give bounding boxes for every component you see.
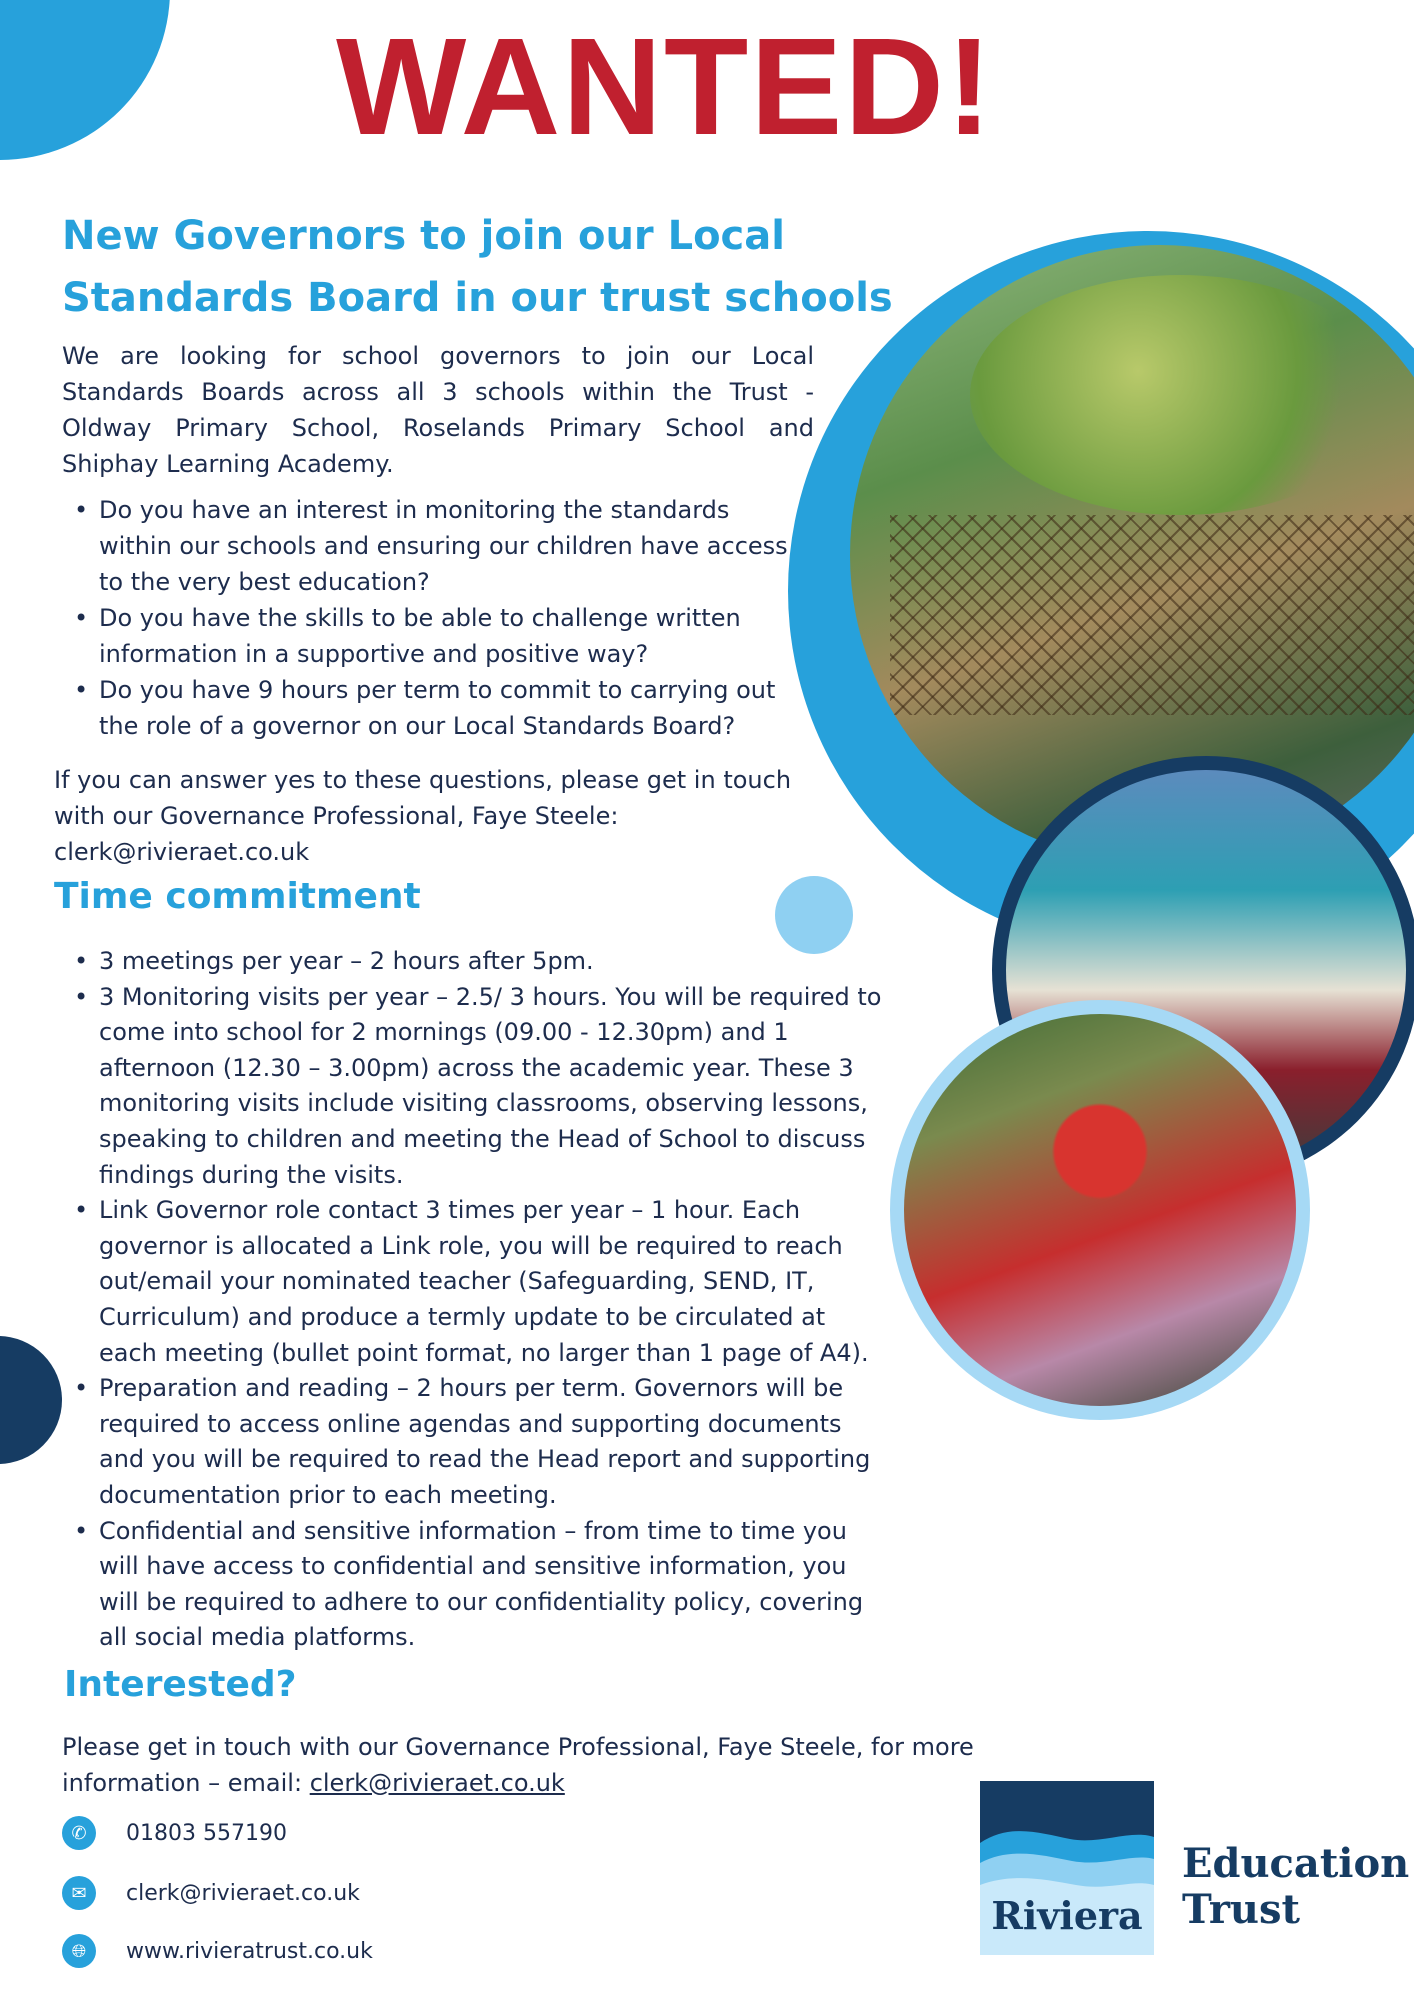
logo-riviera-text: Riviera — [991, 1893, 1143, 1938]
logo-mark — [980, 1781, 1154, 1955]
contact-website-row — [62, 1934, 373, 1968]
decorative-navy-circle — [0, 1336, 62, 1464]
photo-rope-net — [890, 515, 1414, 715]
if-yes-paragraph: If you can answer yes to these questions, please get in touch with our Governance Professional, Faye Steele: clerk@rivieraet.co.uk — [54, 766, 792, 866]
list-item: • 3 Monitoring visits per year – 2.5/ 3 hours. You will be required to come into school for 2 mornings (09.00 - 12.30pm) and 1 afternoon (12.30 – 3.00pm) across the academic year. These 3 monitoring visits include visiting classrooms, observing lessons, speaking to children and meeting the Head of School to discuss findings during the visits. — [62, 980, 882, 1194]
photo-foliage — [970, 275, 1390, 515]
list-item: • Do you have 9 hours per term to commit to carrying out the role of a governor on our Local Standards Board? — [62, 672, 792, 744]
headline-line-1: New Governors to join our Local — [62, 213, 785, 259]
headline — [62, 205, 902, 329]
email-link[interactable]: clerk@rivieraet.co.uk — [309, 1769, 565, 1797]
page-title: WANTED! — [336, 10, 994, 164]
photo-children-nature — [904, 1014, 1296, 1406]
globe-icon: 🌐︎ — [62, 1934, 96, 1968]
list-item: • Do you have the skills to be able to challenge written information in a supportive and positive way? — [62, 600, 792, 672]
logo-line-2: Trust — [1182, 1886, 1301, 1933]
list-item: • Preparation and reading – 2 hours per term. Governors will be required to access online agendas and supporting documents and you will be required to read the Head report and supporting documentation prior to each meeting. — [62, 1371, 882, 1513]
questions-list — [62, 492, 792, 744]
time-commitment-list — [62, 944, 882, 1656]
intro-paragraph: We are looking for school governors to join our Local Standards Boards across all 3 schools within the Trust - Oldway Primary School, Roselands Primary School and Shiphay Learning Academy. — [62, 342, 814, 478]
list-item: • 3 meetings per year – 2 hours after 5pm. — [62, 944, 882, 980]
phone-icon: ✆ — [62, 1816, 96, 1850]
decorative-light-circle — [775, 876, 853, 954]
interested-heading: Interested? — [64, 1664, 297, 1705]
list-item: • Link Governor role contact 3 times per year – 1 hour. Each governor is allocated a Link role, you will be required to reach out/email your nominated teacher (Safeguarding, SEND, IT, Curriculum) and produce a termly update to be circulated at each meeting (bullet point format, no larger than 1 page of A4). — [62, 1193, 882, 1371]
interested-text: Please get in touch with our Governance Professional, Faye Steele, for more information – email: — [62, 1733, 974, 1797]
website-address[interactable]: www.rivieratrust.co.uk — [126, 1938, 373, 1964]
riviera-education-trust-logo — [980, 1781, 1410, 1955]
list-item: • Do you have an interest in monitoring the standards within our schools and ensuring our children have access to the very best education? — [62, 492, 792, 600]
list-item: • Confidential and sensitive information – from time to time you will have access to confidential and sensitive information, you will be required to adhere to our confidentiality policy, covering all social media platforms. — [62, 1514, 882, 1656]
interested-paragraph — [62, 1729, 1022, 1801]
contact-phone-row — [62, 1816, 287, 1850]
envelope-icon: ✉ — [62, 1876, 96, 1910]
contact-email-row — [62, 1876, 360, 1910]
headline-line-2: Standards Board in our trust schools — [62, 275, 893, 321]
phone-number[interactable]: 01803 557190 — [126, 1820, 287, 1846]
logo-education-trust-text — [1182, 1841, 1409, 1933]
logo-line-1: Education — [1182, 1840, 1410, 1887]
time-commitment-heading: Time commitment — [54, 876, 421, 917]
email-address[interactable]: clerk@rivieraet.co.uk — [126, 1880, 360, 1906]
